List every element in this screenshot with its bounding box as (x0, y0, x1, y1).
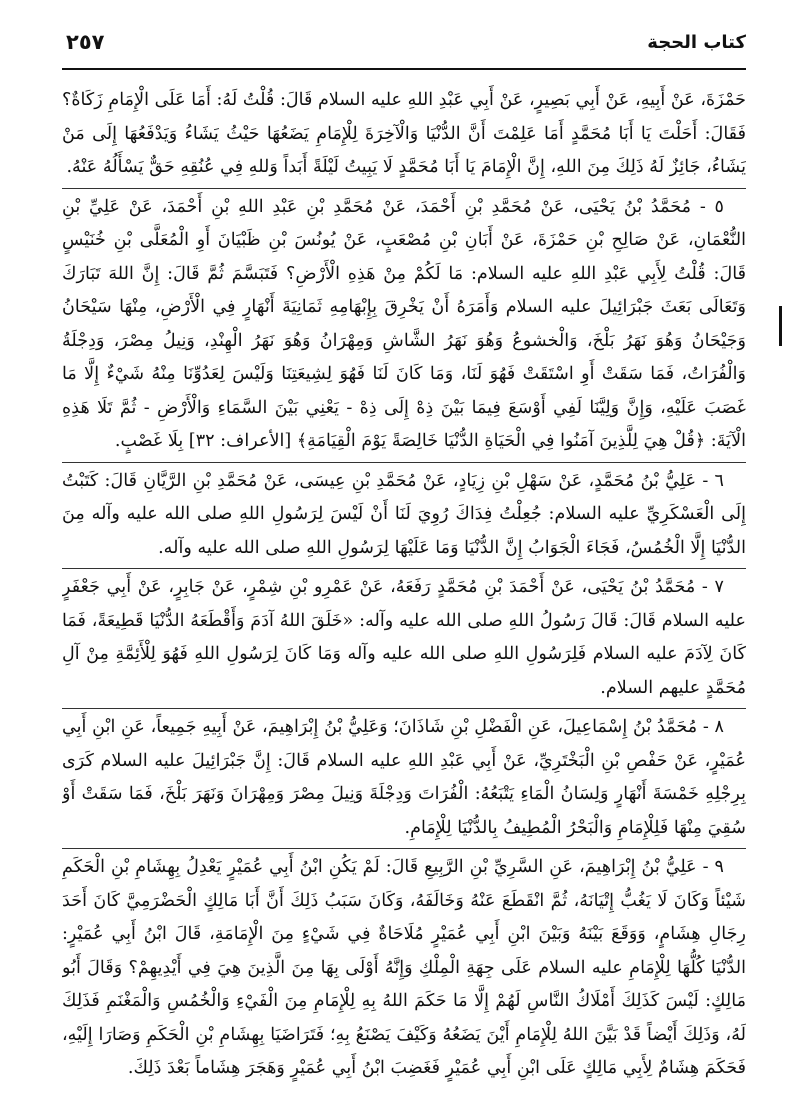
page-header (62, 28, 746, 70)
margin-mark (779, 306, 782, 346)
separator (62, 568, 746, 569)
paragraph-continuation: حَمْزَةَ، عَنْ أَبِيهِ، عَنْ أَبِي بَصِيرٍ، عَنْ أَبِي عَبْدِ اللهِ عليه السلام قَالَ: قُلْتُ لَهُ: أَمَا عَلَى الْإِمَامِ زَكَاةٌ؟ فَقَالَ: أَحَلْتَ يَا أَبَا مُحَمَّدٍ أَمَا عَلِمْتَ أَنَّ الدُّنْيَا وَالْآخِرَةَ لِلْإِمَامِ يَضَعُهَا حَيْثُ يَشَاءُ وَيَدْفَعُهَا إِلَى مَنْ يَشَاءُ، جَائِزٌ لَهُ ذَلِكَ مِنَ اللهِ، إِنَّ الْإِمَامَ يَا أَبَا مُحَمَّدٍ لَا يَبِيتُ لَيْلَةً أَبَداً وَللهِ فِي عُنُقِهِ حَقٌّ يَسْأَلُهُ عَنْهُ. (62, 90, 746, 177)
book-title: كتاب الحجة (647, 32, 746, 53)
hadith-6: ٦ - عَلِيُّ بْنُ مُحَمَّدٍ، عَنْ سَهْلِ بْنِ زِيَادٍ، عَنْ مُحَمَّدِ بْنِ عِيسَى، عَنْ مُحَمَّدِ بْنِ الرَّيَّانِ قَالَ: كَتَبْتُ إِلَى الْعَسْكَرِيِّ عليه السلام: جُعِلْتُ فِدَاكَ رُوِيَ لَنَا أَنْ لَيْسَ لِرَسُولِ اللهِ صلى الله عليه وآله مِنَ الدُّنْيَا إِلَّا الْخُمُسُ، فَجَاءَ الْجَوَابُ إِنَّ الدُّنْيَا وَمَا عَلَيْهَا لِرَسُولِ اللهِ صلى الله عليه وآله. (62, 470, 746, 558)
hadith-8: ٨ - مُحَمَّدُ بْنُ إِسْمَاعِيلَ، عَنِ الْفَضْلِ بْنِ شَاذَانَ؛ وَعَلِيُّ بْنُ إِبْرَاهِيمَ، عَنْ أَبِيهِ جَمِيعاً، عَنِ ابْنِ أَبِي عُمَيْرٍ، عَنْ حَفْصِ بْنِ الْبَخْتَرِيِّ، عَنْ أَبِي عَبْدِ اللهِ عليه السلام قَالَ: إِنَّ جَبْرَائِيلَ عليه السلام كَرَى بِرِجْلِهِ خَمْسَةَ أَنْهَارٍ وَلِسَانُ الْمَاءِ يَتْبَعُهُ: الْفُرَاتَ وَدِجْلَةَ وَنِيلَ مِصْرَ وَمِهْرَانَ وَنَهَرَ بَلْخَ، فَمَا سَقَتْ أَوْ سُقِيَ مِنْهَا فَلِلْإِمَامِ وَالْبَحْرُ الْمُطِيفُ بِالدُّنْيَا لِلْإِمَامِ. (62, 717, 746, 838)
separator (62, 848, 746, 849)
separator (62, 708, 746, 709)
hadith-7: ٧ - مُحَمَّدُ بْنُ يَحْيَى، عَنْ أَحْمَدَ بْنِ مُحَمَّدٍ رَفَعَهُ، عَنْ عَمْرِو بْنِ شِمْرٍ، عَنْ جَابِرٍ، عَنْ أَبِي جَعْفَرٍ عليه السلام قَالَ: قَالَ رَسُولُ اللهِ صلى الله عليه وآله: «خَلَقَ اللهُ آدَمَ وَأَقْطَعَهُ الدُّنْيَا قَطِيعَةً، فَمَا كَانَ لِآدَمَ عليه السلام فَلِرَسُولِ اللهِ صلى الله عليه وآله وَمَا كَانَ لِرَسُولِ اللهِ فَهُوَ لِلْأَئِمَّةِ مِنْ آلِ مُحَمَّدٍ عليهم السلام. (62, 577, 746, 698)
body-text (62, 84, 746, 1095)
hadith-5: ٥ - مُحَمَّدُ بْنُ يَحْيَى، عَنْ مُحَمَّدِ بْنِ أَحْمَدَ، عَنْ مُحَمَّدِ بْنِ عَبْدِ اللهِ بْنِ أَحْمَدَ، عَنْ عَلِيِّ بْنِ النُّعْمَانِ، عَنْ صَالِحِ بْنِ حَمْزَةَ، عَنْ أَبَانِ بْنِ مُصْعَبٍ، عَنْ يُونُسَ بْنِ ظَبْيَانَ أَوِ الْمُعَلَّى بْنِ خُنَيْسٍ قَالَ: قُلْتُ لِأَبِي عَبْدِ اللهِ عليه السلام: مَا لَكُمْ مِنْ هَذِهِ الْأَرْضِ؟ فَتَبَسَّمَ ثُمَّ قَالَ: إِنَّ اللهَ تَبَارَكَ وَتَعَالَى بَعَثَ جَبْرَائِيلَ عليه السلام وَأَمَرَهُ أَنْ يَخْرِقَ بِإِبْهَامِهِ ثَمَانِيَةَ أَنْهَارٍ فِي الْأَرْضِ، مِنْهَا سَيْحَانُ وَجَيْحَانُ وَهُوَ نَهَرُ بَلْخَ، وَالْخشوعُ وَهُوَ نَهَرُ الشَّاشِ وَمِهْرَانُ وَهُوَ نَهَرُ الْهِنْدِ، وَنِيلُ مِصْرَ، وَدِجْلَةُ وَالْفُرَاتُ، فَمَا سَقَتْ أَوِ اسْتَقَتْ فَهُوَ لَنَا، وَمَا كَانَ لَنَا فَهُوَ لِشِيعَتِنَا وَلَيْسَ لِعَدُوِّنَا مِنْهُ شَيْءٌ إِلَّا مَا غَصَبَ عَلَيْهِ، وَإِنَّ وَلِيَّنَا لَفِي أَوْسَعَ فِيمَا بَيْنَ ذِهْ إِلَى ذِهْ - يَعْنِي بَيْنَ السَّمَاءِ وَالْأَرْضِ - ثُمَّ تَلَا هَذِهِ الْآيَةَ: ﴿قُلْ هِيَ لِلَّذِينَ آمَنُوا فِي الْحَيَاةِ الدُّنْيَا خَالِصَةً يَوْمَ الْقِيَامَةِ﴾ [الأعراف: ٣٢] بِلَا غَصْبٍ. (62, 196, 746, 451)
hadith-9: ٩ - عَلِيُّ بْنُ إِبْرَاهِيمَ، عَنِ السَّرِيِّ بْنِ الرَّبِيعِ قَالَ: لَمْ يَكُنِ ابْنُ أَبِي عُمَيْرٍ يَعْدِلُ بِهِشَامِ بْنِ الْحَكَمِ شَيْئاً وَكَانَ لَا يَغُبُّ إِتْيَانَهُ، ثُمَّ انْقَطَعَ عَنْهُ وَخَالَفَهُ، وَكَانَ سَبَبُ ذَلِكَ أَنَّ أَبَا مَالِكٍ الْحَضْرَمِيَّ كَانَ أَحَدَ رِجَالِ هِشَامٍ، وَوَقَعَ بَيْنَهُ وَبَيْنَ ابْنِ أَبِي عُمَيْرٍ مُلَاحَاةٌ فِي شَيْءٍ مِنَ الْإِمَامَةِ، قَالَ ابْنُ أَبِي عُمَيْرٍ: الدُّنْيَا كُلُّهَا لِلْإِمَامِ عليه السلام عَلَى جِهَةِ الْمِلْكِ وَإِنَّهُ أَوْلَى بِهَا مِنَ الَّذِينَ هِيَ فِي أَيْدِيهِمْ؟ وَقَالَ أَبُو مَالِكٍ: لَيْسَ كَذَلِكَ أَمْلَاكُ النَّاسِ لَهُمْ إِلَّا مَا حَكَمَ اللهُ بِهِ لِلْإِمَامِ مِنَ الْفَيْءِ وَالْخُمُسِ وَالْمَغْنَمِ فَذَلِكَ لَهُ، وَذَلِكَ أَيْضاً قَدْ بَيَّنَ اللهُ لِلْإِمَامِ أَيْنَ يَضَعُهُ وَكَيْفَ يَصْنَعُ بِهِ؛ فَتَرَاضَيَا بِهِشَامِ بْنِ الْحَكَمِ وَصَارَا إِلَيْهِ، فَحَكَمَ هِشَامٌ لِأَبِي مَالِكٍ عَلَى ابْنِ أَبِي عُمَيْرٍ فَغَضِبَ ابْنُ أَبِي عُمَيْرٍ وَهَجَرَ هِشَاماً بَعْدَ ذَلِكَ. (62, 857, 746, 1078)
separator (62, 462, 746, 463)
page-number: ٢٥٧ (66, 30, 105, 54)
separator (62, 188, 746, 189)
